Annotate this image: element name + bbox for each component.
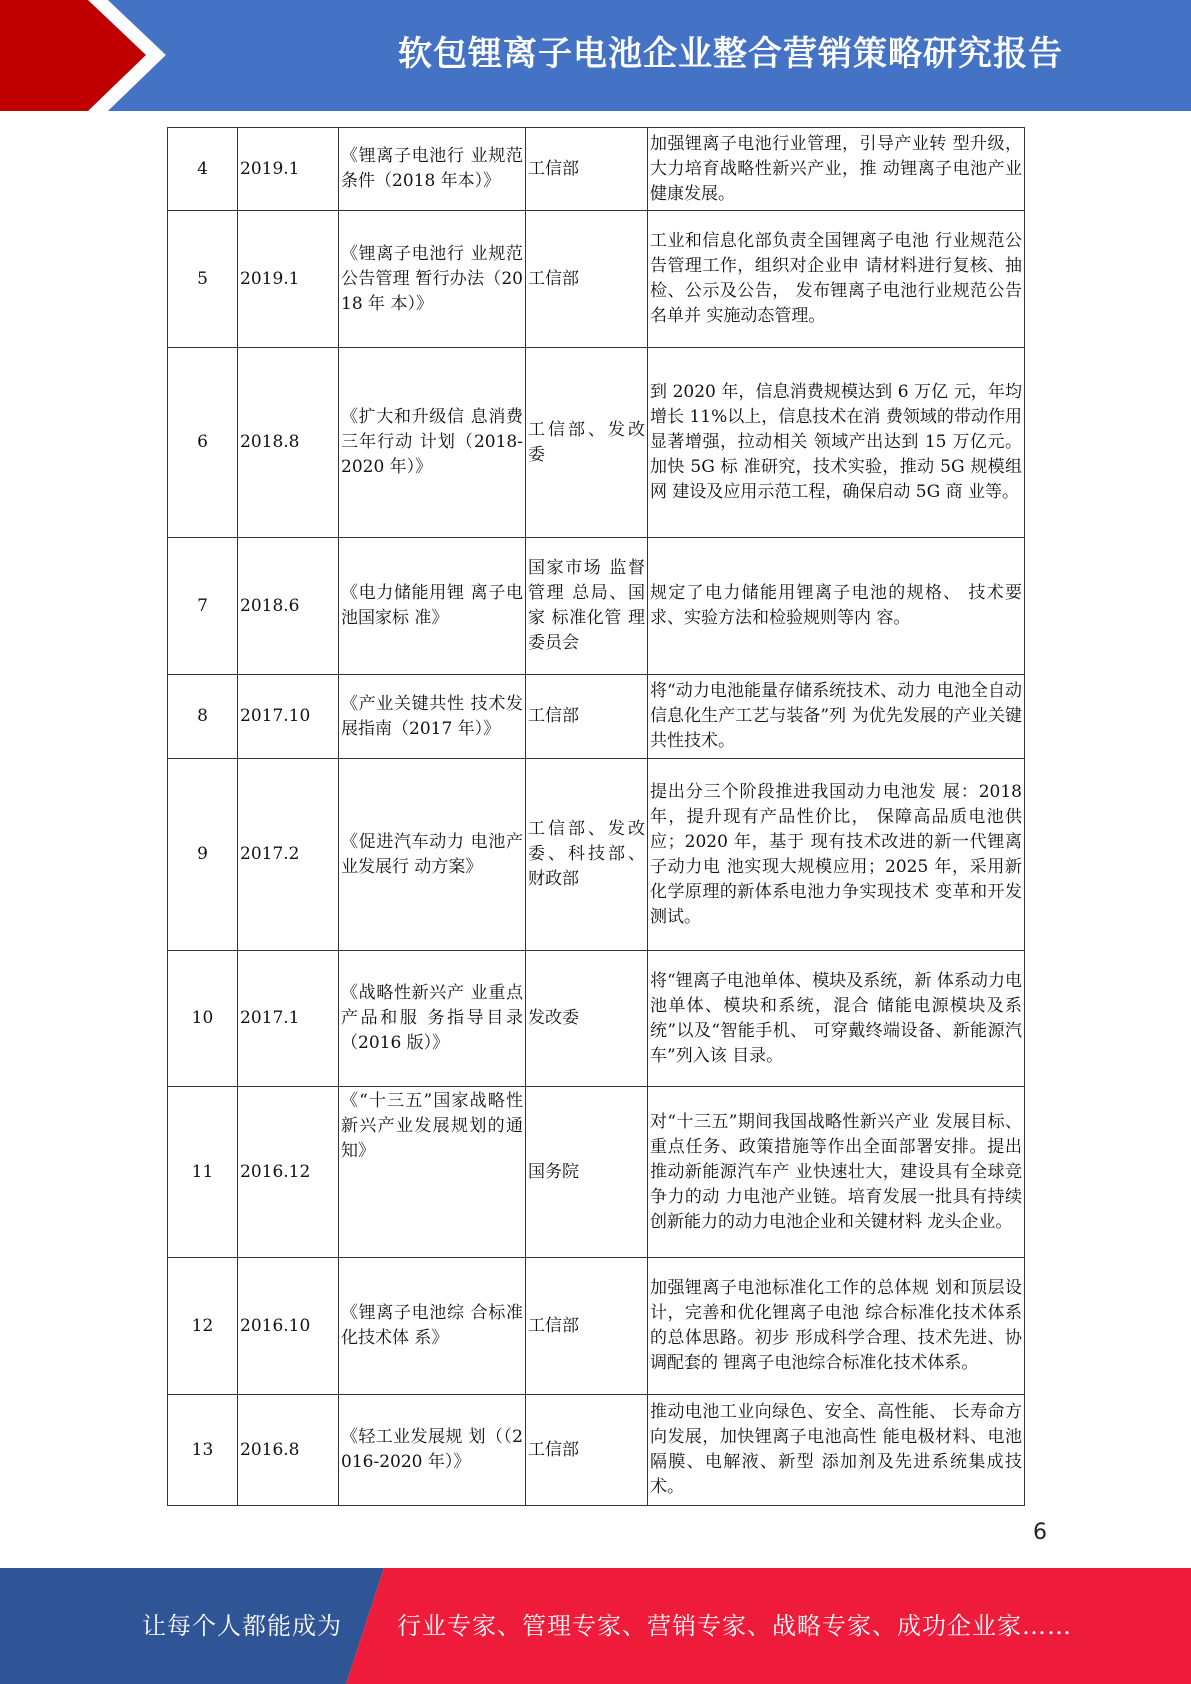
row-issuing-org: 工信部、发改委、科技部、财政部 [526, 759, 648, 951]
row-date: 2018.6 [238, 538, 339, 675]
table-row [168, 211, 1025, 348]
footer-banner [0, 1568, 1191, 1684]
row-content: 将“锂离子电池单体、模块及系统，新 体系动力电池单体、模块和系统，混合 储能电源模块及系统”以及“智能手机、 可穿戴终端设备、新能源汽车”列入该 目录。 [648, 951, 1025, 1087]
page-number: 6 [1033, 1520, 1047, 1545]
row-content: 对“十三五”期间我国战略性新兴产业 发展目标、重点任务、政策措施等作出全面部署安排。提出推动新能源汽车产 业快速壮大，建设具有全球竞争力的动 力电池产业链。培育发展一批具有持续 创新能力的动力电池企业和关键材料 龙头企业。 [648, 1087, 1025, 1258]
table-row [168, 348, 1025, 538]
row-date: 2016.12 [238, 1087, 339, 1258]
row-issuing-org: 国务院 [526, 1087, 648, 1258]
row-policy-title: 《锂离子电池综 合标准化技术体 系》 [339, 1258, 526, 1395]
row-date: 2018.8 [238, 348, 339, 538]
row-date: 2017.10 [238, 675, 339, 759]
row-content: 工业和信息化部负责全国锂离子电池 行业规范公告管理工作，组织对企业申 请材料进行复核、抽检、公示及公告， 发布锂离子电池行业规范公告名单并 实施动态管理。 [648, 211, 1025, 348]
row-content: 加强锂离子电池标准化工作的总体规 划和顶层设计，完善和优化锂离子电池 综合标准化技术体系的总体思路。初步 形成科学合理、技术先进、协调配套的 锂离子电池综合标准化技术体系。 [648, 1258, 1025, 1395]
row-date: 2017.1 [238, 951, 339, 1087]
table-row [168, 538, 1025, 675]
row-date: 2017.2 [238, 759, 339, 951]
row-date: 2016.10 [238, 1258, 339, 1395]
row-number: 9 [168, 759, 238, 951]
row-issuing-org: 工信部 [526, 211, 648, 348]
row-date: 2016.8 [238, 1395, 339, 1506]
row-issuing-org: 发改委 [526, 951, 648, 1087]
row-number: 5 [168, 211, 238, 348]
row-issuing-org: 工信部 [526, 1258, 648, 1395]
row-number: 11 [168, 1087, 238, 1258]
row-number: 6 [168, 348, 238, 538]
row-issuing-org: 国家市场 监督管理 总局、国家 标准化管 理委员会 [526, 538, 648, 675]
row-date: 2019.1 [238, 211, 339, 348]
policy-table [167, 127, 1025, 1506]
report-title: 软包锂离子电池企业整合营销策略研究报告 [398, 34, 1063, 74]
table-row [168, 951, 1025, 1087]
footer-slogan-left: 让每个人都能成为 [142, 1612, 342, 1640]
row-policy-title: 《战略性新兴产 业重点产品和服 务指导目录（2016 版）》 [339, 951, 526, 1087]
table-row [168, 675, 1025, 759]
row-policy-title: 《锂离子电池行 业规范公告管理 暂行办法（2018 年 本）》 [339, 211, 526, 348]
row-date: 2019.1 [238, 128, 339, 211]
row-policy-title: 《扩大和升级信 息消费三年行动 计划（2018-2020 年）》 [339, 348, 526, 538]
row-policy-title: 《产业关键共性 技术发展指南（2017 年）》 [339, 675, 526, 759]
row-number: 13 [168, 1395, 238, 1506]
table-row [168, 1087, 1025, 1258]
row-content: 加强锂离子电池行业管理，引导产业转 型升级，大力培育战略性新兴产业，推 动锂离子电池产业健康发展。 [648, 128, 1025, 211]
table-row [168, 759, 1025, 951]
row-number: 4 [168, 128, 238, 211]
row-policy-title: 《“十三五”国家战略性新兴产业发展规划的通知》 [339, 1087, 526, 1258]
footer-slogan-right: 行业专家、管理专家、营销专家、战略专家、成功企业家…… [397, 1612, 1072, 1640]
header-banner [0, 0, 1191, 111]
row-policy-title: 《促进汽车动力 电池产业发展行 动方案》 [339, 759, 526, 951]
table-row [168, 1258, 1025, 1395]
table-row [168, 128, 1025, 211]
row-issuing-org: 工信部 [526, 675, 648, 759]
row-issuing-org: 工信部 [526, 128, 648, 211]
table-row [168, 1395, 1025, 1506]
row-content: 将“动力电池能量存储系统技术、动力 电池全自动信息化生产工艺与装备”列 为优先发展的产业关键共性技术。 [648, 675, 1025, 759]
row-policy-title: 《轻工业发展规 划（（2016-2020 年）》 [339, 1395, 526, 1506]
row-policy-title: 《电力储能用锂 离子电池国家标 准》 [339, 538, 526, 675]
row-content: 推动电池工业向绿色、安全、高性能、 长寿命方向发展，加快锂离子电池高性 能电极材料、电池隔膜、电解液、新型 添加剂及先进系统集成技术。 [648, 1395, 1025, 1506]
row-number: 7 [168, 538, 238, 675]
row-number: 12 [168, 1258, 238, 1395]
row-content: 规定了电力储能用锂离子电池的规格、 技术要求、实验方法和检验规则等内 容。 [648, 538, 1025, 675]
row-policy-title: 《锂离子电池行 业规范条件（2018 年本）》 [339, 128, 526, 211]
row-number: 8 [168, 675, 238, 759]
row-content: 到 2020 年，信息消费规模达到 6 万亿 元，年均增长 11%以上，信息技术在消 费领域的带动作用显著增强，拉动相关 领域产出达到 15 万亿元。加快 5G 标 准研究，技术实验，推动 5G 规模组网 建设及应用示范工程，确保启动 5G 商 业等。 [648, 348, 1025, 538]
row-issuing-org: 工信部、发改委 [526, 348, 648, 538]
row-content: 提出分三个阶段推进我国动力电池发 展：2018 年，提升现有产品性价比， 保障高品质电池供应；2020 年，基于 现有技术改进的新一代锂离子动力电 池实现大规模应用；2025 年，采用新 化学原理的新体系电池力争实现技术 变革和开发测试。 [648, 759, 1025, 951]
row-issuing-org: 工信部 [526, 1395, 648, 1506]
row-number: 10 [168, 951, 238, 1087]
